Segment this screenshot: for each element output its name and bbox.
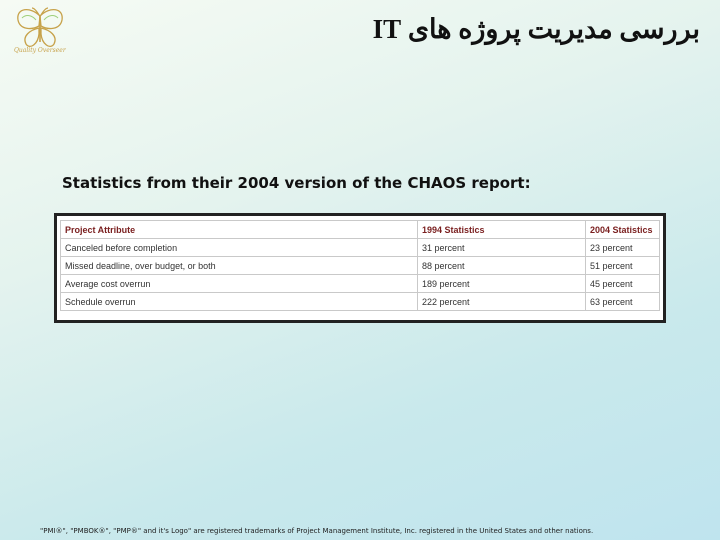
column-header-attribute: Project Attribute [61, 221, 418, 239]
table-row [61, 257, 660, 275]
column-header-1994: 1994 Statistics [418, 221, 586, 239]
trademark-footer: "PMI®", "PMBOK®", "PMP®" and it's Logo" are registered trademarks of Project Management Institute, Inc. registered in the United States and other nations. [40, 527, 594, 535]
statistics-table [60, 220, 660, 311]
cell-attribute: Schedule overrun [61, 293, 418, 311]
cell-attribute: Canceled before completion [61, 239, 418, 257]
cell-2004: 51 percent [586, 257, 660, 275]
cell-1994: 189 percent [418, 275, 586, 293]
column-header-2004: 2004 Statistics [586, 221, 660, 239]
cell-1994: 31 percent [418, 239, 586, 257]
cell-1994: 88 percent [418, 257, 586, 275]
cell-attribute: Average cost overrun [61, 275, 418, 293]
cell-attribute: Missed deadline, over budget, or both [61, 257, 418, 275]
logo-caption: Quality Overseer [14, 47, 66, 54]
page-title: بررسی مدیریت پروژه های IT [372, 14, 700, 44]
cell-2004: 45 percent [586, 275, 660, 293]
slide-subtitle: Statistics from their 2004 version of the CHAOS report: [62, 174, 531, 192]
cell-1994: 222 percent [418, 293, 586, 311]
table-row [61, 239, 660, 257]
cell-2004: 23 percent [586, 239, 660, 257]
table-row [61, 275, 660, 293]
table-row [61, 293, 660, 311]
cell-2004: 63 percent [586, 293, 660, 311]
statistics-table-frame [54, 213, 666, 323]
table-header-row [61, 221, 660, 239]
